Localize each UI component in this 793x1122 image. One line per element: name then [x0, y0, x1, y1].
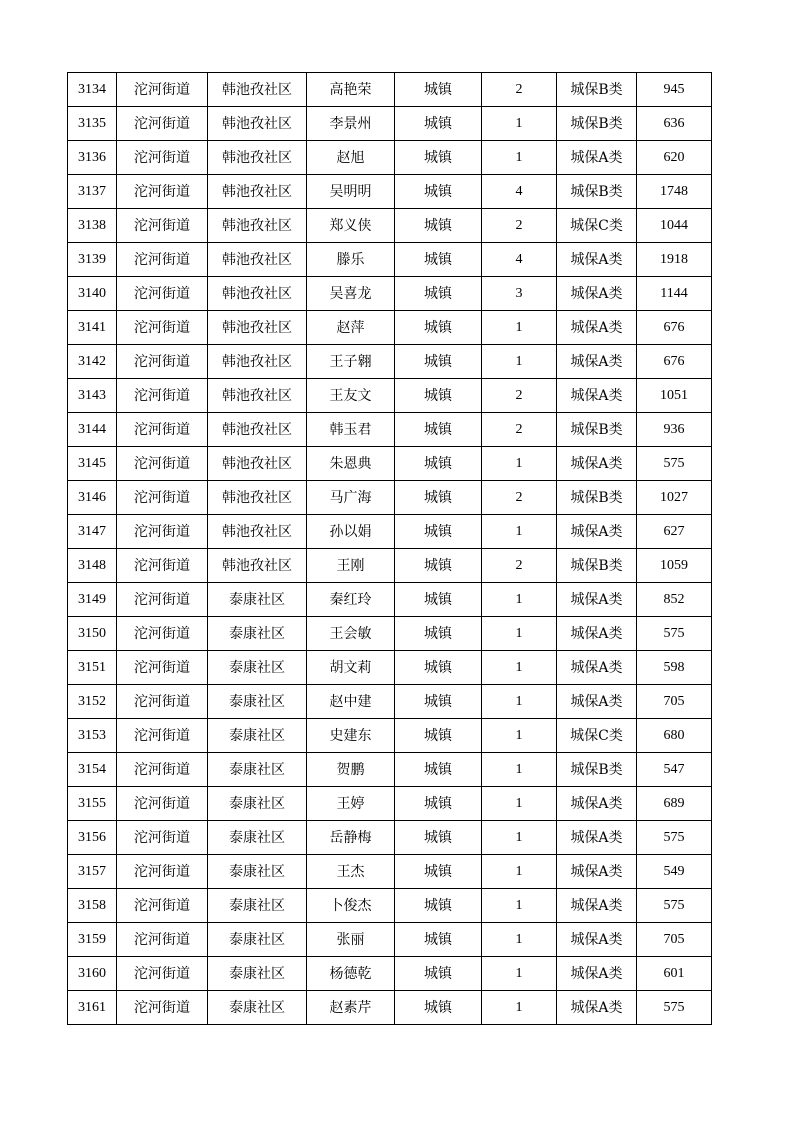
household-size-cell: 1 — [482, 889, 557, 923]
category-cell: 城保A类 — [557, 515, 637, 549]
community-cell: 泰康社区 — [208, 991, 307, 1025]
household-size-cell: 2 — [482, 209, 557, 243]
serial-number-cell: 3147 — [68, 515, 117, 549]
category-cell: 城保A类 — [557, 821, 637, 855]
table-row — [68, 243, 712, 277]
amount-cell: 1144 — [637, 277, 712, 311]
serial-number-cell: 3151 — [68, 651, 117, 685]
table-row — [68, 515, 712, 549]
household-size-cell: 2 — [482, 73, 557, 107]
residence-type-cell: 城镇 — [395, 481, 482, 515]
name-cell: 高艳荣 — [307, 73, 395, 107]
household-size-cell: 2 — [482, 379, 557, 413]
community-cell: 泰康社区 — [208, 651, 307, 685]
category-cell: 城保A类 — [557, 787, 637, 821]
residence-type-cell: 城镇 — [395, 719, 482, 753]
residence-type-cell: 城镇 — [395, 991, 482, 1025]
serial-number-cell: 3160 — [68, 957, 117, 991]
household-size-cell: 1 — [482, 583, 557, 617]
subdistrict-cell: 沱河街道 — [117, 957, 208, 991]
name-cell: 滕乐 — [307, 243, 395, 277]
table-row — [68, 447, 712, 481]
residence-type-cell: 城镇 — [395, 379, 482, 413]
household-size-cell: 4 — [482, 175, 557, 209]
subdistrict-cell: 沱河街道 — [117, 583, 208, 617]
table-row — [68, 209, 712, 243]
serial-number-cell: 3158 — [68, 889, 117, 923]
amount-cell: 705 — [637, 923, 712, 957]
amount-cell: 549 — [637, 855, 712, 889]
subdistrict-cell: 沱河街道 — [117, 753, 208, 787]
category-cell: 城保C类 — [557, 209, 637, 243]
residence-type-cell: 城镇 — [395, 141, 482, 175]
amount-cell: 680 — [637, 719, 712, 753]
household-size-cell: 1 — [482, 107, 557, 141]
amount-cell: 1059 — [637, 549, 712, 583]
community-cell: 韩池孜社区 — [208, 277, 307, 311]
table-row — [68, 481, 712, 515]
serial-number-cell: 3152 — [68, 685, 117, 719]
residence-type-cell: 城镇 — [395, 515, 482, 549]
serial-number-cell: 3134 — [68, 73, 117, 107]
serial-number-cell: 3136 — [68, 141, 117, 175]
subdistrict-cell: 沱河街道 — [117, 447, 208, 481]
name-cell: 王友文 — [307, 379, 395, 413]
serial-number-cell: 3139 — [68, 243, 117, 277]
table-row — [68, 107, 712, 141]
amount-cell: 676 — [637, 311, 712, 345]
community-cell: 泰康社区 — [208, 583, 307, 617]
name-cell: 岳静梅 — [307, 821, 395, 855]
residence-type-cell: 城镇 — [395, 617, 482, 651]
category-cell: 城保A类 — [557, 379, 637, 413]
amount-cell: 636 — [637, 107, 712, 141]
community-cell: 韩池孜社区 — [208, 345, 307, 379]
category-cell: 城保A类 — [557, 991, 637, 1025]
amount-cell: 1044 — [637, 209, 712, 243]
beneficiary-table — [67, 72, 712, 1025]
community-cell: 韩池孜社区 — [208, 73, 307, 107]
serial-number-cell: 3149 — [68, 583, 117, 617]
category-cell: 城保C类 — [557, 719, 637, 753]
amount-cell: 598 — [637, 651, 712, 685]
name-cell: 韩玉君 — [307, 413, 395, 447]
table-row — [68, 583, 712, 617]
residence-type-cell: 城镇 — [395, 889, 482, 923]
name-cell: 贺鹏 — [307, 753, 395, 787]
residence-type-cell: 城镇 — [395, 923, 482, 957]
serial-number-cell: 3155 — [68, 787, 117, 821]
subdistrict-cell: 沱河街道 — [117, 277, 208, 311]
amount-cell: 575 — [637, 617, 712, 651]
category-cell: 城保B类 — [557, 481, 637, 515]
subdistrict-cell: 沱河街道 — [117, 651, 208, 685]
residence-type-cell: 城镇 — [395, 855, 482, 889]
name-cell: 王婷 — [307, 787, 395, 821]
amount-cell: 945 — [637, 73, 712, 107]
residence-type-cell: 城镇 — [395, 107, 482, 141]
table-row — [68, 685, 712, 719]
name-cell: 王杰 — [307, 855, 395, 889]
table-row — [68, 345, 712, 379]
community-cell: 韩池孜社区 — [208, 311, 307, 345]
residence-type-cell: 城镇 — [395, 277, 482, 311]
subdistrict-cell: 沱河街道 — [117, 855, 208, 889]
serial-number-cell: 3150 — [68, 617, 117, 651]
category-cell: 城保B类 — [557, 107, 637, 141]
category-cell: 城保B类 — [557, 175, 637, 209]
serial-number-cell: 3135 — [68, 107, 117, 141]
name-cell: 朱恩典 — [307, 447, 395, 481]
serial-number-cell: 3146 — [68, 481, 117, 515]
community-cell: 韩池孜社区 — [208, 413, 307, 447]
subdistrict-cell: 沱河街道 — [117, 821, 208, 855]
subdistrict-cell: 沱河街道 — [117, 889, 208, 923]
category-cell: 城保A类 — [557, 277, 637, 311]
name-cell: 胡文莉 — [307, 651, 395, 685]
serial-number-cell: 3145 — [68, 447, 117, 481]
category-cell: 城保A类 — [557, 447, 637, 481]
table-row — [68, 821, 712, 855]
household-size-cell: 2 — [482, 481, 557, 515]
table-row — [68, 141, 712, 175]
residence-type-cell: 城镇 — [395, 73, 482, 107]
category-cell: 城保A类 — [557, 855, 637, 889]
household-size-cell: 1 — [482, 787, 557, 821]
community-cell: 韩池孜社区 — [208, 209, 307, 243]
category-cell: 城保A类 — [557, 651, 637, 685]
category-cell: 城保A类 — [557, 685, 637, 719]
name-cell: 赵萍 — [307, 311, 395, 345]
residence-type-cell: 城镇 — [395, 685, 482, 719]
residence-type-cell: 城镇 — [395, 549, 482, 583]
name-cell: 马广海 — [307, 481, 395, 515]
table-row — [68, 549, 712, 583]
subdistrict-cell: 沱河街道 — [117, 175, 208, 209]
household-size-cell: 2 — [482, 549, 557, 583]
amount-cell: 1051 — [637, 379, 712, 413]
household-size-cell: 4 — [482, 243, 557, 277]
table-row — [68, 787, 712, 821]
name-cell: 张丽 — [307, 923, 395, 957]
category-cell: 城保A类 — [557, 141, 637, 175]
residence-type-cell: 城镇 — [395, 345, 482, 379]
amount-cell: 1027 — [637, 481, 712, 515]
community-cell: 泰康社区 — [208, 787, 307, 821]
amount-cell: 547 — [637, 753, 712, 787]
community-cell: 泰康社区 — [208, 889, 307, 923]
community-cell: 韩池孜社区 — [208, 481, 307, 515]
subdistrict-cell: 沱河街道 — [117, 617, 208, 651]
amount-cell: 575 — [637, 821, 712, 855]
serial-number-cell: 3138 — [68, 209, 117, 243]
table-row — [68, 413, 712, 447]
residence-type-cell: 城镇 — [395, 957, 482, 991]
amount-cell: 601 — [637, 957, 712, 991]
name-cell: 秦红玲 — [307, 583, 395, 617]
community-cell: 韩池孜社区 — [208, 447, 307, 481]
category-cell: 城保B类 — [557, 753, 637, 787]
community-cell: 泰康社区 — [208, 719, 307, 753]
community-cell: 韩池孜社区 — [208, 175, 307, 209]
household-size-cell: 1 — [482, 311, 557, 345]
amount-cell: 936 — [637, 413, 712, 447]
community-cell: 韩池孜社区 — [208, 549, 307, 583]
category-cell: 城保A类 — [557, 889, 637, 923]
community-cell: 韩池孜社区 — [208, 515, 307, 549]
household-size-cell: 1 — [482, 345, 557, 379]
category-cell: 城保A类 — [557, 617, 637, 651]
serial-number-cell: 3142 — [68, 345, 117, 379]
residence-type-cell: 城镇 — [395, 413, 482, 447]
subdistrict-cell: 沱河街道 — [117, 923, 208, 957]
serial-number-cell: 3140 — [68, 277, 117, 311]
household-size-cell: 1 — [482, 855, 557, 889]
table-row — [68, 175, 712, 209]
table-row — [68, 617, 712, 651]
table-row — [68, 889, 712, 923]
amount-cell: 575 — [637, 447, 712, 481]
residence-type-cell: 城镇 — [395, 209, 482, 243]
name-cell: 李景州 — [307, 107, 395, 141]
name-cell: 赵旭 — [307, 141, 395, 175]
residence-type-cell: 城镇 — [395, 311, 482, 345]
serial-number-cell: 3143 — [68, 379, 117, 413]
subdistrict-cell: 沱河街道 — [117, 515, 208, 549]
subdistrict-cell: 沱河街道 — [117, 345, 208, 379]
subdistrict-cell: 沱河街道 — [117, 719, 208, 753]
community-cell: 韩池孜社区 — [208, 107, 307, 141]
household-size-cell: 1 — [482, 719, 557, 753]
household-size-cell: 1 — [482, 141, 557, 175]
serial-number-cell: 3153 — [68, 719, 117, 753]
serial-number-cell: 3154 — [68, 753, 117, 787]
name-cell: 郑义侠 — [307, 209, 395, 243]
serial-number-cell: 3137 — [68, 175, 117, 209]
amount-cell: 689 — [637, 787, 712, 821]
household-size-cell: 1 — [482, 447, 557, 481]
household-size-cell: 1 — [482, 957, 557, 991]
table-row — [68, 651, 712, 685]
community-cell: 韩池孜社区 — [208, 141, 307, 175]
subdistrict-cell: 沱河街道 — [117, 685, 208, 719]
table-row — [68, 311, 712, 345]
name-cell: 史建东 — [307, 719, 395, 753]
amount-cell: 676 — [637, 345, 712, 379]
table-row — [68, 923, 712, 957]
category-cell: 城保A类 — [557, 345, 637, 379]
residence-type-cell: 城镇 — [395, 243, 482, 277]
subdistrict-cell: 沱河街道 — [117, 379, 208, 413]
amount-cell: 627 — [637, 515, 712, 549]
subdistrict-cell: 沱河街道 — [117, 107, 208, 141]
subdistrict-cell: 沱河街道 — [117, 787, 208, 821]
name-cell: 王会敏 — [307, 617, 395, 651]
name-cell: 王子翱 — [307, 345, 395, 379]
serial-number-cell: 3148 — [68, 549, 117, 583]
table-row — [68, 719, 712, 753]
table-body — [68, 73, 712, 1025]
serial-number-cell: 3157 — [68, 855, 117, 889]
community-cell: 泰康社区 — [208, 753, 307, 787]
residence-type-cell: 城镇 — [395, 583, 482, 617]
serial-number-cell: 3144 — [68, 413, 117, 447]
category-cell: 城保A类 — [557, 923, 637, 957]
subdistrict-cell: 沱河街道 — [117, 209, 208, 243]
table-row — [68, 753, 712, 787]
serial-number-cell: 3141 — [68, 311, 117, 345]
community-cell: 韩池孜社区 — [208, 243, 307, 277]
residence-type-cell: 城镇 — [395, 753, 482, 787]
amount-cell: 1918 — [637, 243, 712, 277]
category-cell: 城保B类 — [557, 73, 637, 107]
household-size-cell: 1 — [482, 617, 557, 651]
household-size-cell: 1 — [482, 685, 557, 719]
table-row — [68, 991, 712, 1025]
household-size-cell: 1 — [482, 991, 557, 1025]
serial-number-cell: 3156 — [68, 821, 117, 855]
residence-type-cell: 城镇 — [395, 447, 482, 481]
community-cell: 泰康社区 — [208, 923, 307, 957]
name-cell: 赵素芹 — [307, 991, 395, 1025]
name-cell: 赵中建 — [307, 685, 395, 719]
residence-type-cell: 城镇 — [395, 651, 482, 685]
table-row — [68, 957, 712, 991]
household-size-cell: 1 — [482, 753, 557, 787]
name-cell: 吴明明 — [307, 175, 395, 209]
name-cell: 卜俊杰 — [307, 889, 395, 923]
household-size-cell: 3 — [482, 277, 557, 311]
subdistrict-cell: 沱河街道 — [117, 481, 208, 515]
community-cell: 泰康社区 — [208, 685, 307, 719]
table-row — [68, 855, 712, 889]
amount-cell: 575 — [637, 889, 712, 923]
community-cell: 泰康社区 — [208, 821, 307, 855]
subdistrict-cell: 沱河街道 — [117, 413, 208, 447]
serial-number-cell: 3159 — [68, 923, 117, 957]
subdistrict-cell: 沱河街道 — [117, 243, 208, 277]
name-cell: 王刚 — [307, 549, 395, 583]
subdistrict-cell: 沱河街道 — [117, 141, 208, 175]
household-size-cell: 1 — [482, 923, 557, 957]
serial-number-cell: 3161 — [68, 991, 117, 1025]
subdistrict-cell: 沱河街道 — [117, 549, 208, 583]
household-size-cell: 1 — [482, 651, 557, 685]
category-cell: 城保A类 — [557, 243, 637, 277]
amount-cell: 705 — [637, 685, 712, 719]
table-row — [68, 277, 712, 311]
residence-type-cell: 城镇 — [395, 175, 482, 209]
category-cell: 城保A类 — [557, 311, 637, 345]
table-row — [68, 73, 712, 107]
subdistrict-cell: 沱河街道 — [117, 311, 208, 345]
amount-cell: 852 — [637, 583, 712, 617]
subdistrict-cell: 沱河街道 — [117, 73, 208, 107]
residence-type-cell: 城镇 — [395, 787, 482, 821]
residence-type-cell: 城镇 — [395, 821, 482, 855]
household-size-cell: 1 — [482, 515, 557, 549]
table-row — [68, 379, 712, 413]
category-cell: 城保B类 — [557, 549, 637, 583]
subdistrict-cell: 沱河街道 — [117, 991, 208, 1025]
name-cell: 吴喜龙 — [307, 277, 395, 311]
community-cell: 泰康社区 — [208, 617, 307, 651]
category-cell: 城保B类 — [557, 413, 637, 447]
amount-cell: 1748 — [637, 175, 712, 209]
household-size-cell: 2 — [482, 413, 557, 447]
amount-cell: 620 — [637, 141, 712, 175]
community-cell: 泰康社区 — [208, 957, 307, 991]
household-size-cell: 1 — [482, 821, 557, 855]
name-cell: 杨德乾 — [307, 957, 395, 991]
community-cell: 泰康社区 — [208, 855, 307, 889]
category-cell: 城保A类 — [557, 957, 637, 991]
name-cell: 孙以娟 — [307, 515, 395, 549]
amount-cell: 575 — [637, 991, 712, 1025]
category-cell: 城保A类 — [557, 583, 637, 617]
community-cell: 韩池孜社区 — [208, 379, 307, 413]
